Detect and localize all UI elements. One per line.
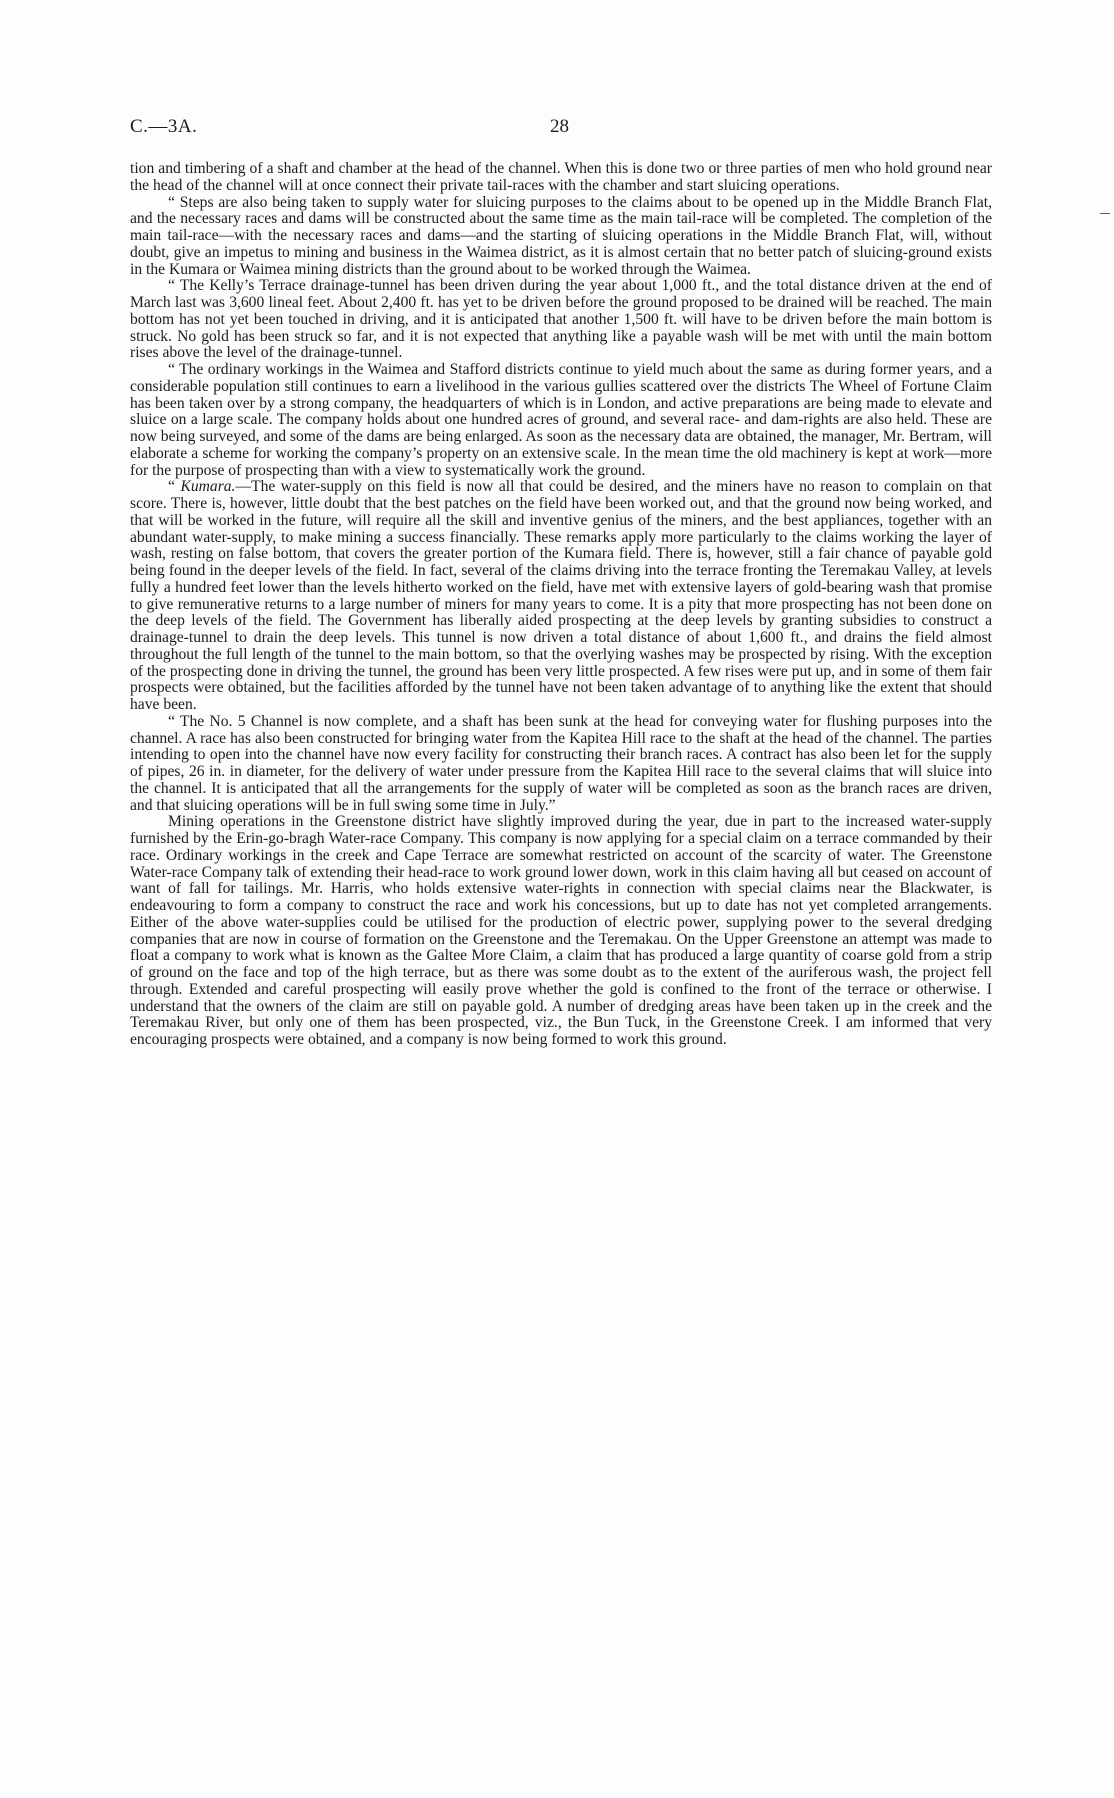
page-number: 28: [550, 116, 569, 137]
paragraph-continuation: tion and timbering of a shaft and chamber at the head of the channel. When this is done two or three parties of men who hold ground near the head of the channel will at once connect their private tail-races with the chamber and start sluicing operations.: [130, 160, 992, 194]
kumara-heading: Kumara.: [180, 478, 236, 496]
paragraph-kumara: [130, 479, 992, 714]
kumara-text: —The water-supply on this field is now all that could be desired, and the miners have no reason to complain on that score. There is, however, little doubt that the best patches on the field have been worked out, and that the ground now being worked, and that will be worked in the future, will require all the skill and inventive genius of the miners, and the best appliances, together with an abundant water-supply, to make mining a success financially. These remarks apply more particularly to the claims working the layer of wash, resting on false bottom, that covers the greater portion of the Kumara field. There is, however, still a fair chance of payable gold being found in the deeper levels of the field. In fact, several of the claims driving into the terrace fronting the Teremakau Valley, at levels fully a hundred feet lower than the levels hitherto worked on the field, have met with extensive layers of gold-bearing wash that promise to give remunerative returns to a large number of miners for many years to come. It is a pity that more prospecting has not been done on the deep levels of the field. The Government has liberally aided prospecting at the deep levels by granting subsidies to construct a drainage-tunnel to drain the deep levels. This tunnel is now driven a total distance of about 1,600 ft., and drains the field almost throughout the full length of the tunnel to the main bottom, so that the overlying washes may be prospected by rising. With the exception of the prospecting done in driving the tunnel, the ground has been very little prospected. A few rises were put up, and in some of them fair prospects were obtained, but the facilities afforded by the tunnel have not been taken advantage of to anything like the extent that should have been.: [130, 478, 993, 713]
paragraph-no5-channel: “ The No. 5 Channel is now complete, and a shaft has been sunk at the head for conveying water for flushing purposes into the channel. A race has also been constructed for bringing water from the Kapitea Hill race to the shaft at the head of the channel. The parties intending to open into the channel have now every facility for constructing their branch races. A contract has also been let for the supply of pipes, 26 in. in diameter, for the delivery of water under pressure from the Kapitea Hill race to the several claims that will sluice into the channel. It is anticipated that all the arrangements for the supply of water will be completed as soon as the branch races are driven, and that sluicing operations will be in full swing some time in July.”: [130, 712, 992, 814]
paragraph-kellys-terrace: “ The Kelly’s Terrace drainage-tunnel has been driven during the year about 1,000 ft., and the total distance driven at the end of March last was 3,600 lineal feet. About 2,400 ft. has yet to be driven before the ground proposed to be drained will be reached. The main bottom has not yet been touched in driving, and it is anticipated that another 1,500 ft. will have to be driven before the main bottom is struck. No gold has been struck so far, and it is not expected that anything like a payable wash will be met with until the main bottom rises above the level of the drainage-tunnel.: [130, 277, 992, 362]
paragraph-waimea-stafford: “ The ordinary workings in the Waimea and Stafford districts continue to yield much about the same as during former years, and a considerable population still continues to earn a livelihood in the various gullies scattered over the districts The Wheel of Fortune Claim has been taken over by a strong company, the headquarters of which is in London, and active preparations are being made to elevate and sluice on a large scale. The company holds about one hundred acres of ground, and several race- and dam-rights are also held. These are now being surveyed, and some of the dams are being enlarged. As soon as the necessary data are obtained, the manager, Mr. Bertram, will elaborate a scheme for working the company’s property on an extensive scale. In the mean time the old machinery is kept at work—more for the purpose of prospecting than with a view to systematically work the ground.: [130, 361, 992, 479]
kumara-lead-quote: “: [168, 478, 181, 496]
parliamentary-paper-reference: C.—3A.: [130, 116, 198, 137]
report-body: [130, 161, 992, 1049]
paragraph-greenstone: Mining operations in the Greenstone district have slightly improved during the year, due in part to the increased water-supply furnished by the Erin-go-bragh Water-race Company. This company is now applying for a special claim on a terrace commanded by their race. Ordinary workings in the creek and Cape Terrace are somewhat restricted on account of the scarcity of water. The Greenstone Water-race Company talk of extending their head-race to work ground lower down, work in this claim having all but ceased on account of want of fall for tailings. Mr. Harris, who holds extensive water-rights in connection with special claims near the Blackwater, is endeavouring to form a company to construct the race and work his concessions, but up to date has not yet completed arrangements. Either of the above water-supplies could be utilised for the production of electric power, supplying power to the several dredging companies that are now in course of formation on the Greenstone and the Teremakau. On the Upper Greenstone an attempt was made to float a company to work what is known as the Galtee More Claim, a claim that has produced a large quantity of coarse gold from a strip of ground on the face and top of the high terrace, but as there was some doubt as to the extent of the auriferous wash, the project fell through. Extended and careful prospecting will easily prove whether the gold is confined to the front of the terrace or otherwise. I understand that the owners of the claim are still on payable gold. A number of dredging areas have been taken up in the creek and the Teremakau River, but only one of them has been prospected, viz., the Bun Tuck, in the Greenstone Creek. I am informed that very encouraging prospects were obtained, and a company is now being formed to work this ground.: [130, 813, 992, 1048]
paragraph-middle-branch-flat: “ Steps are also being taken to supply water for sluicing purposes to the claims about to be opened up in the Middle Branch Flat, and the necessary races and dams will be constructed about the same time as the main tail-race will be completed. The completion of the main tail-race—with the necessary races and dams—and the starting of sluicing operations in the Middle Branch Flat, will, without doubt, give an impetus to mining and business in the Waimea district, as it is almost certain that no better patch of sluicing-ground exists in the Kumara or Waimea mining districts than the ground about to be worked through the Waimea.: [130, 193, 992, 278]
page-header: [130, 116, 990, 144]
margin-mark: [1100, 213, 1110, 214]
